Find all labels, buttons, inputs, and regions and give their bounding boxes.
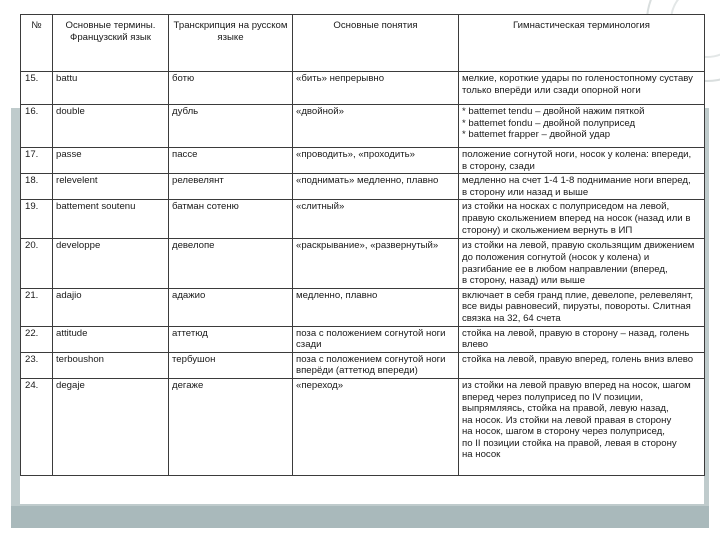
terminology-line: из стойки на левой правую вперед на носок, шагом bbox=[462, 379, 691, 391]
table-row bbox=[21, 72, 705, 105]
concept-cell: поза с положением согнутой ноги вперёди (аттетюд впереди) bbox=[293, 352, 459, 378]
terminology-line: положение согнутой ноги, носок у колена: впереди, bbox=[462, 149, 692, 160]
concept-cell: «слитный» bbox=[293, 200, 459, 239]
row-number-cell: 23. bbox=[21, 352, 53, 378]
table-row bbox=[21, 352, 705, 378]
row-number-cell: 15. bbox=[21, 72, 53, 105]
terminology-line: стойка на левой, правую в сторону – назад, голень bbox=[462, 327, 690, 339]
terminology-line: вперед через полуприсед по IV позиции, bbox=[462, 391, 643, 403]
header-french-term: Основные термины. Французский язык bbox=[53, 15, 169, 72]
concept-cell: «переход» bbox=[293, 378, 459, 475]
terminology-line: выпрямляясь, стойка на правой, левую назад, bbox=[462, 403, 669, 415]
row-number-cell: 24. bbox=[21, 378, 53, 475]
transcription-cell: пассе bbox=[169, 148, 293, 174]
header-transcription: Транскрипция на русском языке bbox=[169, 15, 293, 72]
table-row bbox=[21, 239, 705, 288]
french-term-cell: terboushon bbox=[53, 352, 169, 378]
document-sheet bbox=[20, 14, 704, 504]
concept-cell: «двойной» bbox=[293, 105, 459, 148]
table-row bbox=[21, 148, 705, 174]
terminology-cell bbox=[459, 352, 705, 378]
table-row bbox=[21, 105, 705, 148]
terminology-line: из стойки на левой, правую скользящим движением bbox=[462, 240, 695, 252]
french-term-cell: developpe bbox=[53, 239, 169, 288]
french-term-cell: adajio bbox=[53, 288, 169, 326]
transcription-cell: дубль bbox=[169, 105, 293, 148]
row-number-cell: 21. bbox=[21, 288, 53, 326]
terminology-line: в сторону, назад) или выше bbox=[462, 275, 586, 287]
terminology-line: до положения согнутой (носок у колена) и bbox=[462, 251, 650, 263]
header-concept: Основные понятия bbox=[293, 15, 459, 72]
terminology-line: по II позиции стойка на правой, левая в сторону bbox=[462, 437, 677, 449]
row-number-cell: 18. bbox=[21, 174, 53, 200]
terminology-line: мелкие, короткие удары по голеностопному суставу bbox=[462, 73, 693, 84]
terminology-line: сторону) и скольжением вернуть в ИП bbox=[462, 224, 633, 236]
transcription-cell: аттетюд bbox=[169, 326, 293, 352]
terminology-line: на носок bbox=[462, 449, 501, 461]
transcription-cell: ботю bbox=[169, 72, 293, 105]
terminology-cell bbox=[459, 105, 705, 148]
terminology-line: медленно на счет 1-4 1-8 поднимание ноги вперед, bbox=[462, 175, 691, 187]
terminology-line: на носок. Из стойки на левой правая в сторону bbox=[462, 414, 672, 426]
terminology-line: стойка на левой, правую вперед, голень вниз влево bbox=[462, 353, 694, 365]
transcription-cell: батман сотеню bbox=[169, 200, 293, 239]
french-term-cell: battement soutenu bbox=[53, 200, 169, 239]
terminology-cell bbox=[459, 174, 705, 200]
terminology-line: в сторону, сзади bbox=[462, 160, 535, 172]
terminology-cell bbox=[459, 378, 705, 475]
terminology-line: влево bbox=[462, 339, 489, 351]
french-term-cell: passe bbox=[53, 148, 169, 174]
terminology-line: разгибание ее в любом направлении (вперед, bbox=[462, 263, 668, 275]
concept-cell: «раскрывание», «развернутый» bbox=[293, 239, 459, 288]
terminology-cell bbox=[459, 326, 705, 352]
terminology-cell bbox=[459, 200, 705, 239]
table-row bbox=[21, 326, 705, 352]
terminology-line: * battemet frapper – двойной удар bbox=[462, 129, 611, 141]
concept-cell: «проводить», «проходить» bbox=[293, 148, 459, 174]
terminology-cell bbox=[459, 288, 705, 326]
header-terminology: Гимнастическая терминология bbox=[459, 15, 705, 72]
terminology-cell bbox=[459, 239, 705, 288]
french-term-cell: degaje bbox=[53, 378, 169, 475]
transcription-cell: девелопе bbox=[169, 239, 293, 288]
terminology-line: на носок, шагом в сторону через полуприсед, bbox=[462, 426, 665, 438]
french-term-cell: double bbox=[53, 105, 169, 148]
row-number-cell: 16. bbox=[21, 105, 53, 148]
terminology-line: включает в себя гранд плие, девелопе, релевелянт, bbox=[462, 289, 694, 301]
terminology-line: в сторону или назад и выше bbox=[462, 186, 589, 198]
row-number-cell: 22. bbox=[21, 326, 53, 352]
terminology-line: правую скольжением вперед на носок (назад или в bbox=[462, 212, 691, 224]
transcription-cell: адажио bbox=[169, 288, 293, 326]
terminology-line: только вперёди или сзади опорной ноги bbox=[462, 84, 641, 96]
terminology-line: из стойки на носках с полуприседом на левой, bbox=[462, 201, 670, 213]
slide-footer-bar bbox=[11, 506, 709, 528]
terminology-cell bbox=[459, 72, 705, 105]
french-term-cell: battu bbox=[53, 72, 169, 105]
french-term-cell: attitude bbox=[53, 326, 169, 352]
table-body bbox=[21, 72, 705, 476]
table-row bbox=[21, 288, 705, 326]
terminology-line: все виды равновесий, пируэты, повороты. Слитная bbox=[462, 301, 691, 313]
table-header-row bbox=[21, 15, 705, 72]
transcription-cell: тербушон bbox=[169, 352, 293, 378]
concept-cell: поза с положением согнутой ноги сзади bbox=[293, 326, 459, 352]
transcription-cell: дегаже bbox=[169, 378, 293, 475]
concept-cell: медленно, плавно bbox=[293, 288, 459, 326]
concept-cell: «поднимать» медленно, плавно bbox=[293, 174, 459, 200]
row-number-cell: 19. bbox=[21, 200, 53, 239]
table-row bbox=[21, 200, 705, 239]
table-row bbox=[21, 378, 705, 475]
french-term-cell: relevelent bbox=[53, 174, 169, 200]
terminology-table bbox=[20, 14, 705, 476]
transcription-cell: релевелянт bbox=[169, 174, 293, 200]
table-row bbox=[21, 174, 705, 200]
terminology-cell bbox=[459, 148, 705, 174]
row-number-cell: 17. bbox=[21, 148, 53, 174]
terminology-line: связка на 32, 64 счета bbox=[462, 312, 561, 324]
terminology-line: * battemet tendu – двойной нажим пяткой bbox=[462, 106, 645, 117]
terminology-line: * battemet fondu – двойной полуприсед bbox=[462, 117, 636, 129]
row-number-cell: 20. bbox=[21, 239, 53, 288]
concept-cell: «бить» непрерывно bbox=[293, 72, 459, 105]
header-number: № bbox=[21, 15, 53, 72]
